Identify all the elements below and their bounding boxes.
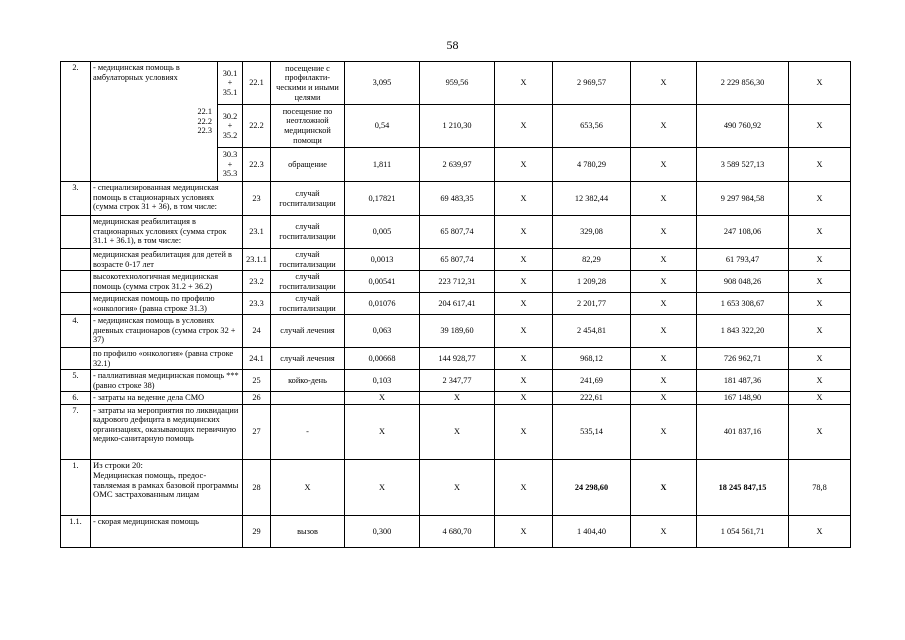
row-unit: посещение с профилакти-ческими и иными целями	[271, 62, 345, 105]
table-row	[61, 62, 851, 105]
row-ref2: 30.2 + 35.2	[218, 105, 243, 148]
row-unit: обращение	[271, 148, 345, 182]
cell: X	[789, 370, 851, 392]
cell: X	[789, 216, 851, 249]
cell: X	[495, 392, 553, 405]
cell: X	[789, 315, 851, 348]
row-code: 22.2	[243, 105, 271, 148]
cell: X	[789, 293, 851, 315]
cell: 968,12	[553, 348, 631, 370]
cell: 0,300	[345, 515, 420, 547]
cell: 24 298,60	[553, 459, 631, 515]
row-unit: койко-день	[271, 370, 345, 392]
row-unit: случай госпитализации	[271, 271, 345, 293]
cell: 0,063	[345, 315, 420, 348]
row-name: медицинская реабилитация для детей в возрасте 0-17 лет	[91, 249, 243, 271]
table-row	[61, 459, 851, 515]
row-number: 2.	[61, 62, 91, 182]
cell: 2 229 856,30	[697, 62, 789, 105]
row-code: 23.2	[243, 271, 271, 293]
row-number-empty	[61, 293, 91, 315]
cell: X	[495, 182, 553, 216]
cell: X	[631, 105, 697, 148]
table-row	[61, 404, 851, 459]
row-unit: случай госпитализации	[271, 216, 345, 249]
cell: 82,29	[553, 249, 631, 271]
cell: X	[345, 404, 420, 459]
row-unit: случай госпитализации	[271, 293, 345, 315]
table-row	[61, 271, 851, 293]
row-unit: случай лечения	[271, 315, 345, 348]
row-number-empty	[61, 216, 91, 249]
cell: X	[420, 392, 495, 405]
row-unit: -	[271, 404, 345, 459]
table-row	[61, 370, 851, 392]
cell: 0,17821	[345, 182, 420, 216]
cell: 78,8	[789, 459, 851, 515]
row-name: - паллиативная медицинская помощь *** (равно строке 38)	[91, 370, 243, 392]
cell: 1 404,40	[553, 515, 631, 547]
row-name: по профилю «онкология» (равна строке 32.1)	[91, 348, 243, 370]
cell: X	[789, 182, 851, 216]
cell: 241,69	[553, 370, 631, 392]
page-number: 58	[446, 38, 459, 52]
cell: 2 347,77	[420, 370, 495, 392]
cell: 223 712,31	[420, 271, 495, 293]
financing-table	[60, 61, 851, 548]
cell: X	[495, 293, 553, 315]
table-row	[61, 293, 851, 315]
cell: X	[631, 515, 697, 547]
cell: 490 760,92	[697, 105, 789, 148]
cell: 401 837,16	[697, 404, 789, 459]
row-unit: посещение по неотложной медицинской помощи	[271, 105, 345, 148]
cell: X	[789, 105, 851, 148]
cell: X	[631, 62, 697, 105]
cell: X	[631, 315, 697, 348]
row-number-empty	[61, 271, 91, 293]
row-number: 1.1.	[61, 515, 91, 547]
cell: X	[789, 62, 851, 105]
cell: 12 382,44	[553, 182, 631, 216]
cell: 535,14	[553, 404, 631, 459]
cell: X	[495, 105, 553, 148]
row-code: 29	[243, 515, 271, 547]
cell: X	[495, 271, 553, 293]
cell: X	[789, 404, 851, 459]
cell: X	[495, 148, 553, 182]
cell: 2 969,57	[553, 62, 631, 105]
cell: X	[495, 62, 553, 105]
table-row	[61, 515, 851, 547]
table-row	[61, 249, 851, 271]
cell: 4 780,29	[553, 148, 631, 182]
row-ref2: 30.1 + 35.1	[218, 62, 243, 105]
row-number-empty	[61, 249, 91, 271]
table-row	[61, 216, 851, 249]
row-name: - затраты на ведение дела СМО	[91, 392, 243, 405]
row-code: 22.3	[243, 148, 271, 182]
row-code: 27	[243, 404, 271, 459]
cell: 0,005	[345, 216, 420, 249]
table-row	[61, 315, 851, 348]
cell: X	[631, 404, 697, 459]
cell: X	[631, 392, 697, 405]
cell: X	[495, 249, 553, 271]
cell: X	[420, 459, 495, 515]
row-number-empty	[61, 348, 91, 370]
cell: 9 297 984,58	[697, 182, 789, 216]
row-ref: 22.1 22.2 22.3	[193, 62, 218, 182]
cell: X	[631, 293, 697, 315]
row-name: Из строки 20: Медицинская помощь, предос-тавляемая в рамках базовой программы ОМС застрахованным лицам	[91, 459, 243, 515]
row-unit: случай лечения	[271, 348, 345, 370]
cell: 1,811	[345, 148, 420, 182]
table-row	[61, 348, 851, 370]
row-code: 24	[243, 315, 271, 348]
cell: X	[495, 348, 553, 370]
row-name: - медицинская помощь в условиях дневных стационаров (сумма строк 32 + 37)	[91, 315, 243, 348]
cell: 204 617,41	[420, 293, 495, 315]
cell: 65 807,74	[420, 216, 495, 249]
cell: 0,54	[345, 105, 420, 148]
cell: 167 148,90	[697, 392, 789, 405]
cell: 2 201,77	[553, 293, 631, 315]
cell: X	[495, 404, 553, 459]
row-ref2: 30.3 + 35.3	[218, 148, 243, 182]
cell: X	[495, 515, 553, 547]
row-code: 26	[243, 392, 271, 405]
cell: 1 843 322,20	[697, 315, 789, 348]
cell: X	[631, 249, 697, 271]
cell: X	[789, 148, 851, 182]
row-unit: случай госпитализации	[271, 182, 345, 216]
row-unit: случай госпитализации	[271, 249, 345, 271]
cell: X	[495, 459, 553, 515]
cell: 61 793,47	[697, 249, 789, 271]
row-unit: X	[271, 459, 345, 515]
cell: 0,01076	[345, 293, 420, 315]
cell: 222,61	[553, 392, 631, 405]
row-name: высокотехнологичная медицинская помощь (сумма строк 31.2 + 36.2)	[91, 271, 243, 293]
cell: X	[789, 515, 851, 547]
table-row	[61, 182, 851, 216]
row-unit	[271, 392, 345, 405]
row-code: 28	[243, 459, 271, 515]
cell: 2 639,97	[420, 148, 495, 182]
cell: X	[789, 249, 851, 271]
row-unit: вызов	[271, 515, 345, 547]
cell: 908 048,26	[697, 271, 789, 293]
row-number: 7.	[61, 404, 91, 459]
cell: 144 928,77	[420, 348, 495, 370]
row-name: - специализированная медицинская помощь в стационарных условиях (сумма строк 31 + 36), в том числе:	[91, 182, 243, 216]
cell: 3,095	[345, 62, 420, 105]
cell: 1 209,28	[553, 271, 631, 293]
cell: 0,00668	[345, 348, 420, 370]
row-name: - скорая медицинская помощь	[91, 515, 243, 547]
cell: 69 483,35	[420, 182, 495, 216]
cell: 3 589 527,13	[697, 148, 789, 182]
cell: 247 108,06	[697, 216, 789, 249]
row-number: 3.	[61, 182, 91, 216]
row-number: 6.	[61, 392, 91, 405]
cell: X	[495, 315, 553, 348]
cell: 726 962,71	[697, 348, 789, 370]
cell: X	[345, 392, 420, 405]
cell: X	[631, 148, 697, 182]
cell: 39 189,60	[420, 315, 495, 348]
row-number: 4.	[61, 315, 91, 348]
cell: X	[789, 392, 851, 405]
row-code: 23.1.1	[243, 249, 271, 271]
cell: 2 454,81	[553, 315, 631, 348]
cell: X	[631, 348, 697, 370]
cell: 4 680,70	[420, 515, 495, 547]
cell: X	[789, 271, 851, 293]
cell: 18 245 847,15	[697, 459, 789, 515]
row-code: 25	[243, 370, 271, 392]
cell: X	[631, 459, 697, 515]
cell: 0,103	[345, 370, 420, 392]
cell: 181 487,36	[697, 370, 789, 392]
cell: 1 653 308,67	[697, 293, 789, 315]
row-code: 22.1	[243, 62, 271, 105]
cell: 959,56	[420, 62, 495, 105]
cell: 1 210,30	[420, 105, 495, 148]
row-code: 23	[243, 182, 271, 216]
cell: X	[631, 182, 697, 216]
cell: 0,0013	[345, 249, 420, 271]
cell: X	[495, 216, 553, 249]
cell: 653,56	[553, 105, 631, 148]
row-code: 23.1	[243, 216, 271, 249]
cell: 329,08	[553, 216, 631, 249]
cell: 1 054 561,71	[697, 515, 789, 547]
cell: X	[631, 216, 697, 249]
cell: X	[631, 370, 697, 392]
row-name: медицинская реабилитация в стационарных условиях (сумма строк 31.1 + 36.1), в том числе:	[91, 216, 243, 249]
row-name: медицинская помощь по профилю «онкология» (равна строке 31.3)	[91, 293, 243, 315]
row-code: 23.3	[243, 293, 271, 315]
row-name: - затраты на мероприятия по ликвидации кадрового дефицита в медицинских организациях, оказывающих первичную медико-санитарную помощь	[91, 404, 243, 459]
table-row	[61, 392, 851, 405]
cell: X	[345, 459, 420, 515]
cell: X	[420, 404, 495, 459]
cell: X	[789, 348, 851, 370]
row-number: 5.	[61, 370, 91, 392]
cell: 65 807,74	[420, 249, 495, 271]
cell: X	[495, 370, 553, 392]
cell: X	[631, 271, 697, 293]
row-code: 24.1	[243, 348, 271, 370]
row-name: - медицинская помощь в амбулаторных условиях	[91, 62, 193, 182]
row-number: 1.	[61, 459, 91, 515]
cell: 0,00541	[345, 271, 420, 293]
